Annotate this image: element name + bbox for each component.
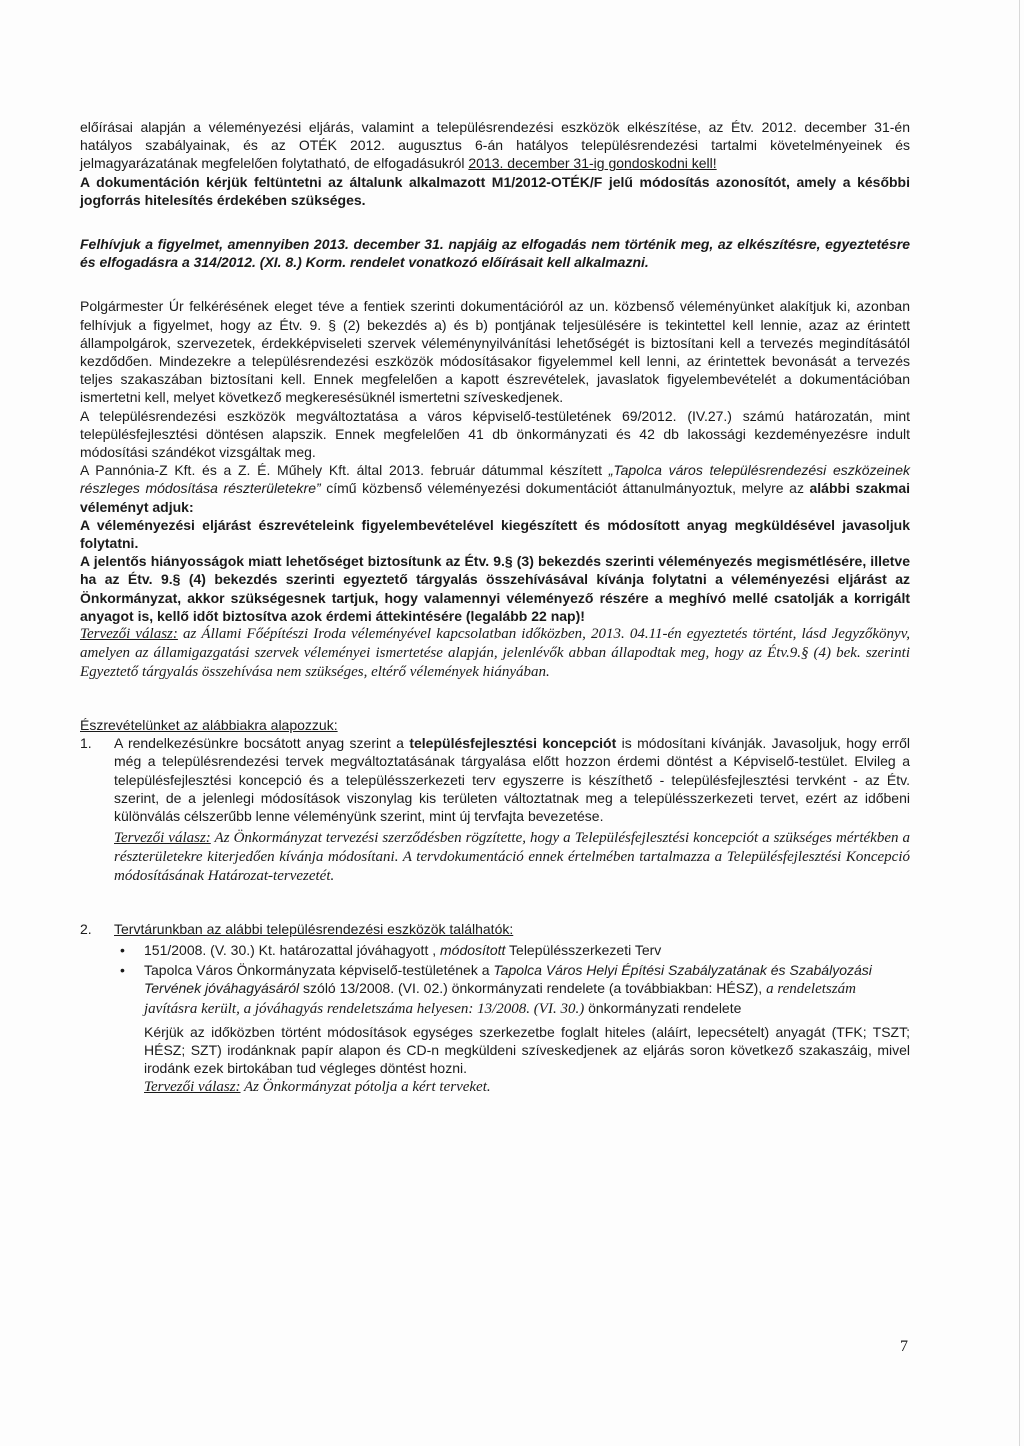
item-number: 1. bbox=[80, 735, 92, 752]
paragraph-recommendation: A véleményezési eljárást észrevételeink figyelembevételével kiegészített és módosított anyag megküldésével javasoljuk folytatni. bbox=[80, 516, 910, 552]
planner-answer-label: Tervezői válasz: bbox=[80, 626, 178, 643]
list-item: • Tapolca Város Önkormányzata képviselő-testületének a Tapolca Város Helyi Építési Szabályzatának és Szabályozási Tervének jóváhagyásáról szóló 13/2008. (VI. 02.) önkormányzati rendelete (a továbbiakban: HÉSZ), a rendeletszám javításra került, a jóváhagyás rendeletszáma helyesen: 13/2008. (VI. 30.) önkormányzati rendelete Kérjük az időközben történt módosítások egységes szerkezetbe foglalt hiteles (aláírt, lepecsételt) anyagát (TFK; TSZT; HÉSZ; SZT) irodánknak papír alapon és CD-n megküldeni szíveskedjenek az eljárás soron következő szakaszáig, mivel irodánk ezek birtokában tud végleges döntést hozni. Tervezői válasz: Az Önkormányzat pótolja a kért terveket. bbox=[114, 961, 910, 1097]
documentation-title: „Tapolca város településrendezési eszközeinek részleges módosítása részterületekre” bbox=[80, 462, 911, 497]
paragraph-decision-basis: A településrendezési eszközök megváltoztatása a város képviselő-testületének 69/2012. (IV.27.) számú határozatán, mint településfejlesztési döntésen alapszik. Ennek megfelelően 41 db önkormányzati és 42 db lakossági kezdeményezésre indult módosítási szándékot vizsgáltak meg. bbox=[80, 407, 910, 461]
numbered-item-1: 1. A rendelkezésünkre bocsátott anyag szerint a településfejlesztési koncepciót is módosítani kívánják. Javasoljuk, hogy erről még a településrendezési tervek megváltoztatásának tárgyalása előtt hozzon érdemi döntést a Képviselő-testület. Elvileg a településfejlesztési koncepció és a településszerkezeti terv egyszerre is készíthető - településfejlesztési tervként - az Étv. szerint, de a jelenlegi módosítások viszonylag kis területen változtatnak meg a településszerkezeti tervet, ezért az időbeni különválás célszerűbb lenne véleményünk szerint, mint új tervfajta bevezetése. Tervezői válasz: Az Önkormányzat tervezési szerződésben rögzítette, hogy a Településfejlesztési koncepciót a szükséges mértékben a részterületekre kiterjedően kívánja módosítani. A tervdokumentáció ennek értelmében tartalmazza a Településfejlesztési Koncepció módosításának Határozat-tervezetét. bbox=[80, 735, 910, 885]
request-paragraph: Kérjük az időközben történt módosítások egységes szerkezetbe foglalt hiteles (aláírt, lepecsételt) anyagát (TFK; TSZT; HÉSZ; SZT) irodánknak papír alapon és CD-n megküldeni szíveskedjenek az eljárás soron következő szakaszáig, mivel irodánk ezek birtokában tud végleges döntést hozni. bbox=[144, 1023, 910, 1077]
document-body bbox=[80, 118, 910, 1099]
plan-archive-heading: Tervtárunkban az alábbi településrendezési eszközök találhatók: bbox=[114, 921, 514, 938]
item-number: 2. bbox=[80, 921, 92, 938]
planner-answer-2: Tervezői válasz: Az Önkormányzat tervezési szerződésben rögzítette, hogy a Településfejlesztési koncepciót a szükséges mértékben a részterületekre kiterjedően kívánja módosítani. A tervdokumentáció ennek értelmében tartalmazza a Településfejlesztési Koncepció módosításának Határozat-tervezetét. bbox=[114, 830, 910, 885]
scan-edge-line bbox=[1019, 0, 1020, 1446]
deadline-underlined: 2013. december 31-ig gondoskodni kell! bbox=[468, 155, 717, 172]
paragraph-continuation: előírásai alapján a véleményezési eljárás, valamint a településrendezési eszközök elkészítése, az Étv. 2012. december 31-én hatályos szabályainak, és az OTÉK 2012. augusztus 6-án hatályos településrendezési tartalmi követelményeinek és jelmagyarázatának megfelelően folytatható, de elfogadásukról 2013. december 31-ig gondoskodni kell! bbox=[80, 119, 910, 172]
section-heading: Észrevételünket az alábbiakra alapozzuk: bbox=[80, 717, 338, 734]
paragraph-documentation: A Pannónia-Z Kft. és a Z. É. Műhely Kft. által 2013. február dátummal készített „Tapolca város településrendezési eszközeinek részleges módosítása részterületekre” című közbenső véleményezési dokumentációt áttanulmányoztuk, melyre az alábbi szakmai véleményt adjuk: bbox=[80, 462, 911, 515]
numbered-item-2 bbox=[80, 920, 910, 1098]
paragraph-warning: Felhívjuk a figyelmet, amennyiben 2013. december 31. napjáig az elfogadás nem történik meg, az elkészítésre, egyeztetésre és elfogadásra a 314/2012. (XI. 8.) Korm. rendelet vonatkozó előírásait kell alkalmazni. bbox=[80, 236, 910, 271]
page-number: 7 bbox=[900, 1338, 908, 1355]
paragraph-identifier-request: A dokumentáción kérjük feltüntetni az általunk alkalmazott M1/2012-OTÉK/F jelű módosítás azonosítót, amely a későbbi jogforrás hitelesítés érdekében szükséges. bbox=[80, 173, 910, 208]
plan-list bbox=[114, 941, 910, 1097]
paragraph-deficiencies: A jelentős hiányosságok miatt lehetőséget biztosítunk az Étv. 9.§ (3) bekezdés szerinti véleményezés megismétlésére, illetve ha az Étv. 9.§ (4) bekezdés szerinti egyeztető tárgyalás összehívásával kívánja folytatni a véleményezési eljárást az Önkormányzat, akkor szükségesnek tartjuk, hogy valamennyi véleményező részére a meghívó mellé csatolják a korrigált anyagot is, kellő időt biztosítva azok érdemi áttekintésére (legalább 22 nap)! bbox=[80, 553, 910, 624]
planner-answer-3: Tervezői válasz: Az Önkormányzat pótolja a kért terveket. bbox=[144, 1078, 491, 1095]
paragraph-mayor-request: Polgármester Úr felkérésének eleget téve a fentiek szerinti dokumentációról az un. közbenső véleményünket alakítjuk ki, azonban felhívjuk a figyelmet, hogy az Étv. 9. § (2) bekezdés a) és b) pontjának teljesülésére is tekintettel kell lennie, azaz az érintett állampolgárok, szervezetek, érdekképviseleti szervek véleménynyilvánítási lehetőségét is biztosítani kell a tervezés megindításától kezdődően. Mindezekre a településrendezési eszközök módosításakor figyelemmel kell lenni, az érintettek bevonását a tervezés teljes szakaszában biztosítani kell. Ennek megfelelően a kapott észrevételek, javaslatok figyelembevételét a dokumentációban ismertetni kell, melyet következő megkeresésüknél ismertetni szíveskedjenek. bbox=[80, 298, 910, 406]
planner-answer-1: Tervezői válasz: az Állami Főépítészi Iroda véleményével kapcsolatban időközben, 2013. 04.11-én egyeztetés történt, lásd Jegyzőkönyv, amelyen az államigazgatási szervek véleményei ismertetése alapján, jelenlévők abban állapodtak meg, hogy az Étv.9.§ (4) bek. szerinti Egyeztető tárgyalás összehívása nem szükséges, eltérő vélemények hiányában. bbox=[80, 626, 911, 681]
list-item: • 151/2008. (V. 30.) Kt. határozattal jóváhagyott , módosított Településszerkezeti Terv bbox=[114, 941, 910, 959]
